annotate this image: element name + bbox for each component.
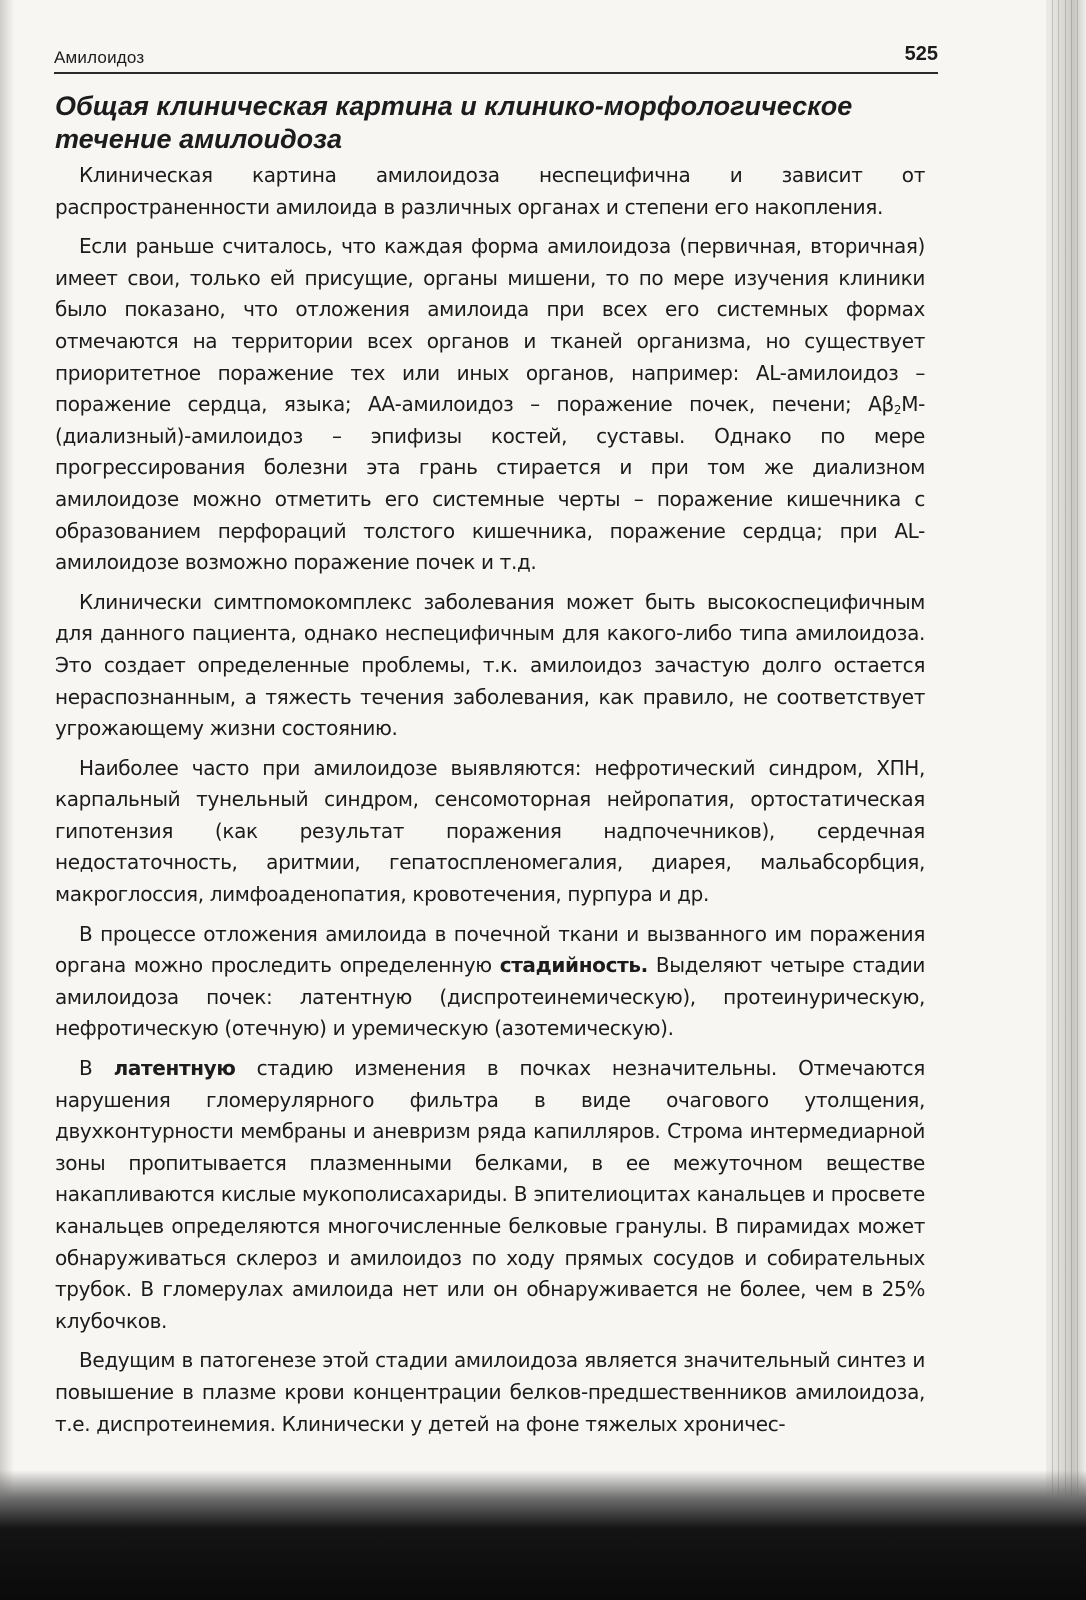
bold-term: стадийность. xyxy=(499,953,648,978)
book-page-edges xyxy=(1046,0,1086,1600)
paragraph-text: М-(диализный)-амилоидоз – эпифизы костей, суставы. Однако по мере прогрессирования болезни эта грань стирается и при том же диализном амилоидозе можно отметить его системные черты – поражение кишечника с образованием перфораций толстого кишечника, поражение сердца; при AL-амилоидозе возможно поражение почек и т.д. xyxy=(55,392,925,575)
section-heading: Общая клиническая картина и клинико-морфологическое течение амилоидоза xyxy=(55,91,853,154)
paragraph-text: Клиническая картина амилоидоза неспецифична и зависит от распространенности амилоида в различных органах и степени его накопления. xyxy=(55,163,925,219)
paragraph-4 xyxy=(55,753,925,911)
running-title: Амилоидоз xyxy=(54,48,145,67)
paragraph-3 xyxy=(55,587,925,745)
paragraph-text: В xyxy=(79,1056,114,1081)
paragraph-text: В процессе отложения амилоида в почечной ткани и вызванного им поражения органа можно проследить определенную xyxy=(55,921,925,978)
paragraph-text: стадию изменения в почках незначительны. Отмечаются нарушения гломерулярного фильтра в виде очагового утолщения, двухконтурности мембраны и аневризм ряда капилляров. Строма интермедиарной зоны пропитывается плазменными белками, в ее межуточном веществе накапливаются кислые мукополисахариды. В эпителиоцитах канальцев и просвете канальцев определяются многочисленные белковые гранулы. В пирамидах может обнаруживаться склероз и амилоидоз по ходу прямых сосудов и собирательных трубок. В гломерулах амилоида нет или он обнаруживается не более, чем в 25% клубочков. xyxy=(55,1056,925,1333)
page-gutter-shadow xyxy=(0,0,14,1600)
paragraph-text: Если раньше считалось, что каждая форма амилоидоза (первичная, вторичная) имеет свои, только ей присущие, органы мишени, то по мере изучения клиники было показано, что отложения амилоида при всех его системных формах отмечаются на территории всех органов и тканей организма, но существует приоритетное поражение тех или иных органов, например: AL-амилоидоз – поражение сердца, языка; АА-амилоидоз – поражение почек, печени; Аβ xyxy=(55,234,925,417)
paragraph-5 xyxy=(55,919,925,1045)
paragraph-6 xyxy=(55,1053,925,1337)
paragraph-2 xyxy=(55,231,925,579)
paragraph-text: Наиболее часто при амилоидозе выявляются: нефротический синдром, ХПН, карпальный тунельный синдром, сенсомоторная нейропатия, ортостатическая гипотензия (как результат поражения надпочечников), сердечная недостаточность, аритмии, гепатоспленомегалия, диарея, мальабсорбция, макроглоссия, лимфоаденопатия, кровотечения, пурпура и др. xyxy=(55,755,925,907)
scan-bottom-shadow xyxy=(0,1470,1086,1600)
paragraph-text: Выделяют четыре стадии амилоидоза почек: латентную (диспротеинемическую), протеинурическую, нефротическую (отечную) и уремическую (азотемическую). xyxy=(55,953,925,1041)
subscript: 2 xyxy=(893,403,902,418)
paragraph-1 xyxy=(55,160,925,223)
page-content xyxy=(55,90,925,1448)
bold-term: латентную xyxy=(113,1056,236,1081)
paragraph-text: Ведущим в патогенезе этой стадии амилоидоза является значительный синтез и повышение в плазме крови концентрации белков-предшественников амилоидоза, т.е. диспротеинемия. Клинически у детей на фоне тяжелых хроничес- xyxy=(55,1348,925,1436)
page-header xyxy=(54,36,938,74)
paragraph-text: Клинически симтпомокомплекс заболевания может быть высокоспецифичным для данного пациента, однако неспецифичным для какого-либо типа амилоидоза. Это создает определенные проблемы, т.к. амилоидоз зачастую долго остается нераспознанным, а тяжесть течения заболевания, как правило, не соответствует угрожающему жизни состоянию. xyxy=(55,589,925,741)
paragraph-7 xyxy=(55,1345,925,1440)
page-number: 525 xyxy=(904,43,938,65)
